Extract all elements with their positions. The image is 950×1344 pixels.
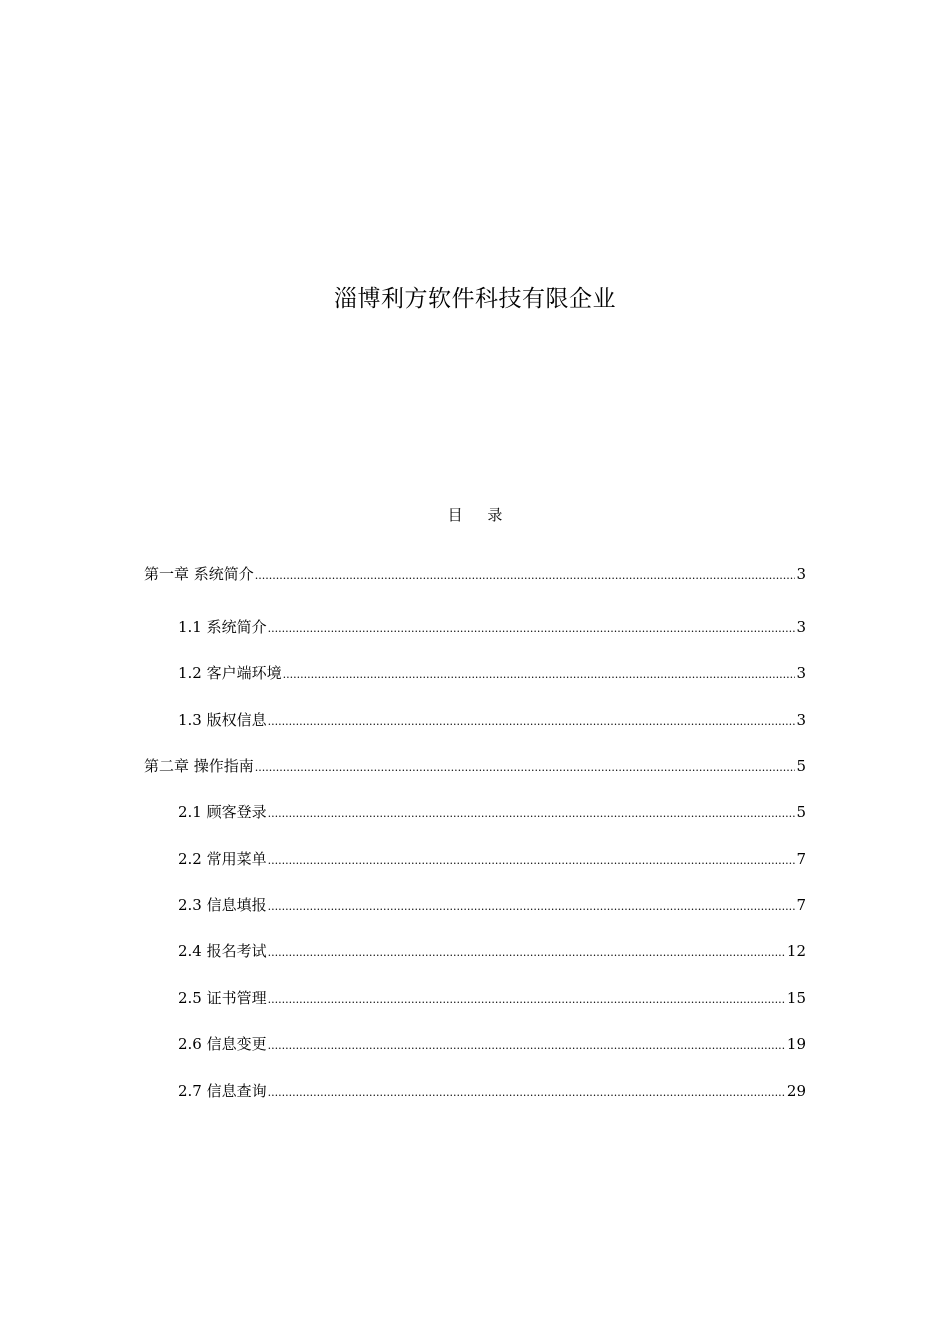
toc-entry-page: 3	[796, 618, 806, 636]
toc-entry-label: 第二章 操作指南	[144, 757, 254, 775]
toc-dot-leader	[283, 664, 796, 686]
toc-entry-page: 3	[796, 711, 806, 729]
toc-entry-page: 7	[796, 896, 806, 914]
toc-entry-label: 2.1 顾客登录	[178, 803, 267, 821]
toc-entry-page: 12	[786, 942, 806, 960]
toc-entry-label: 第一章 系统简介	[144, 565, 254, 583]
toc-dot-leader	[268, 803, 796, 825]
toc-heading: 目 录	[447, 506, 513, 524]
toc-entry-label: 2.5 证书管理	[178, 989, 267, 1007]
toc-entry-page: 29	[786, 1082, 806, 1100]
toc-dot-leader	[268, 942, 786, 964]
toc-entry-page: 19	[786, 1035, 806, 1053]
toc-entry-label: 2.4 报名考试	[178, 942, 267, 960]
toc-entry-label: 2.7 信息查询	[178, 1082, 267, 1100]
toc-entry[interactable]	[178, 709, 806, 731]
toc-dot-leader	[268, 850, 796, 872]
toc-entry-label: 2.2 常用菜单	[178, 850, 267, 868]
toc-dot-leader	[255, 565, 796, 587]
toc-entry-page: 5	[796, 803, 806, 821]
toc-entry[interactable]	[178, 1080, 806, 1102]
toc-entry[interactable]	[178, 616, 806, 638]
toc-entry[interactable]	[178, 801, 806, 823]
toc-dot-leader	[268, 1035, 786, 1057]
toc-entry-label: 1.3 版权信息	[178, 711, 267, 729]
toc-entry[interactable]	[178, 662, 806, 684]
toc-dot-leader	[255, 757, 796, 779]
toc-dot-leader	[268, 1082, 786, 1104]
toc-entry[interactable]	[144, 755, 806, 777]
toc-entry[interactable]	[178, 1033, 806, 1055]
toc-entry-label: 1.2 客户端环境	[178, 664, 282, 682]
toc-entry[interactable]	[178, 987, 806, 1009]
toc-entry[interactable]	[178, 848, 806, 870]
toc-entry-label: 2.3 信息填报	[178, 896, 267, 914]
toc-entry[interactable]	[178, 894, 806, 916]
company-title: 淄博利方软件科技有限企业	[334, 286, 616, 312]
toc-entry-page: 3	[796, 565, 806, 583]
toc-entry-page: 3	[796, 664, 806, 682]
toc-dot-leader	[268, 618, 796, 640]
toc-entry-page: 7	[796, 850, 806, 868]
toc-entry-label: 2.6 信息变更	[178, 1035, 267, 1053]
toc-entry-page: 5	[796, 757, 806, 775]
toc-dot-leader	[268, 711, 796, 733]
toc-dot-leader	[268, 989, 786, 1011]
toc-entry-label: 1.1 系统简介	[178, 618, 267, 636]
toc-entry[interactable]	[144, 563, 806, 585]
toc-dot-leader	[268, 896, 796, 918]
toc-entry-page: 15	[786, 989, 806, 1007]
toc-entry[interactable]	[178, 940, 806, 962]
